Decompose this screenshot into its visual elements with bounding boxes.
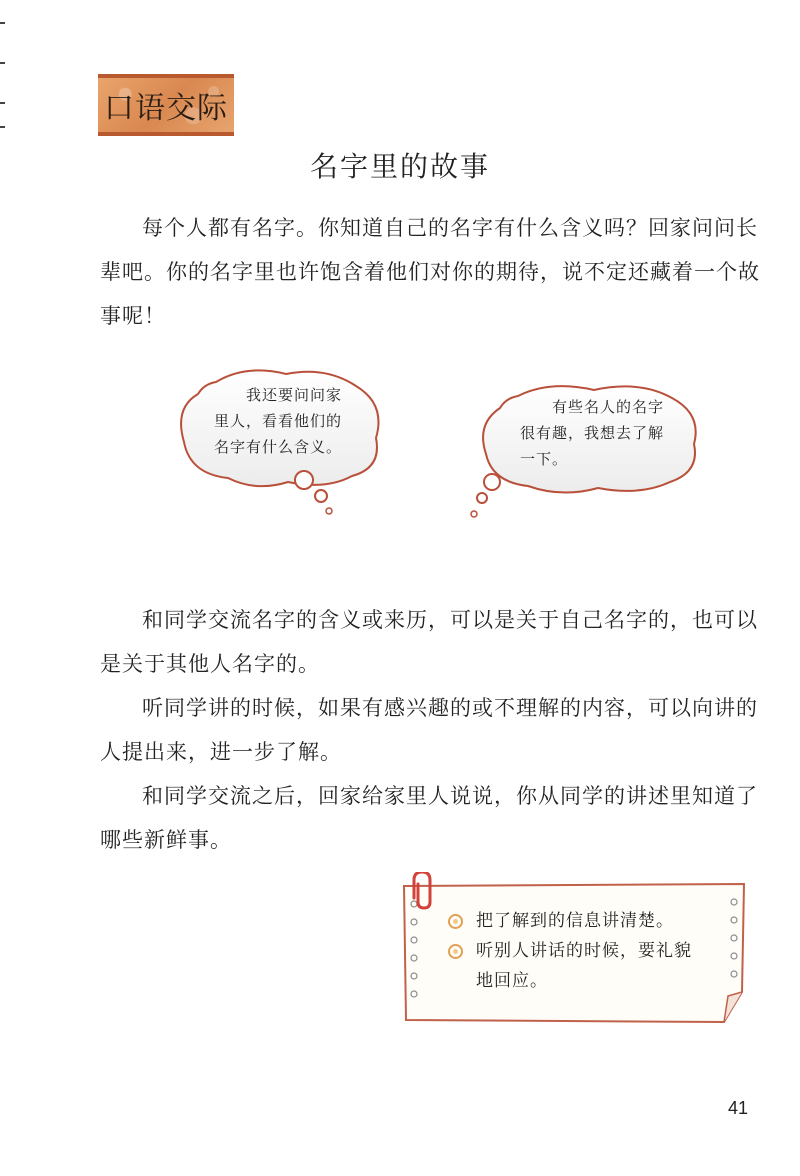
page-edge-marks: [0, 22, 6, 142]
paragraph-listening: 听同学讲的时候，如果有感兴趣的或不理解的内容，可以向讲的人提出来，进一步了解。: [100, 696, 758, 764]
tip-item: 听别人讲话的时候，要礼貌地回应。: [448, 936, 698, 996]
tip-item: 把了解到的信息讲清楚。: [448, 906, 698, 936]
section-label: 口语交际: [104, 91, 228, 126]
bullet-ring-icon: [448, 914, 463, 929]
section-banner: [98, 74, 234, 136]
bubble-left-line: 名字有什么含义。: [214, 438, 343, 456]
page-number: 41: [727, 1098, 748, 1118]
thought-bubble-right: [470, 384, 710, 524]
bullet-ring-icon: [448, 944, 463, 959]
paragraph-share-home: 和同学交流之后，回家给家里人说说，你从同学的讲述里知道了哪些新鲜事。: [100, 784, 758, 852]
bubble-right-line: 很有趣，我想去了解: [520, 424, 665, 442]
page-title: 名字里的故事: [309, 150, 490, 183]
bubble-left-line: 我还要问问家: [214, 386, 343, 404]
bubble-right-line: 有些名人的名字: [520, 398, 665, 416]
tip-list: [448, 906, 698, 996]
tip-card: [398, 872, 750, 1024]
bubble-left-line: 里人，看看他们的: [214, 412, 343, 430]
intro-paragraph: 每个人都有名字。你知道自己的名字有什么含义吗？回家问问长辈吧。你的名字里也许饱含着他们对你的期待，说不定还藏着一个故事呢！: [100, 216, 760, 328]
bubble-right-line: 一下。: [520, 450, 569, 468]
thought-bubble-left: [176, 368, 386, 528]
paragraph-exchange: 和同学交流名字的含义或来历，可以是关于自己名字的，也可以是关于其他人名字的。: [100, 608, 758, 676]
